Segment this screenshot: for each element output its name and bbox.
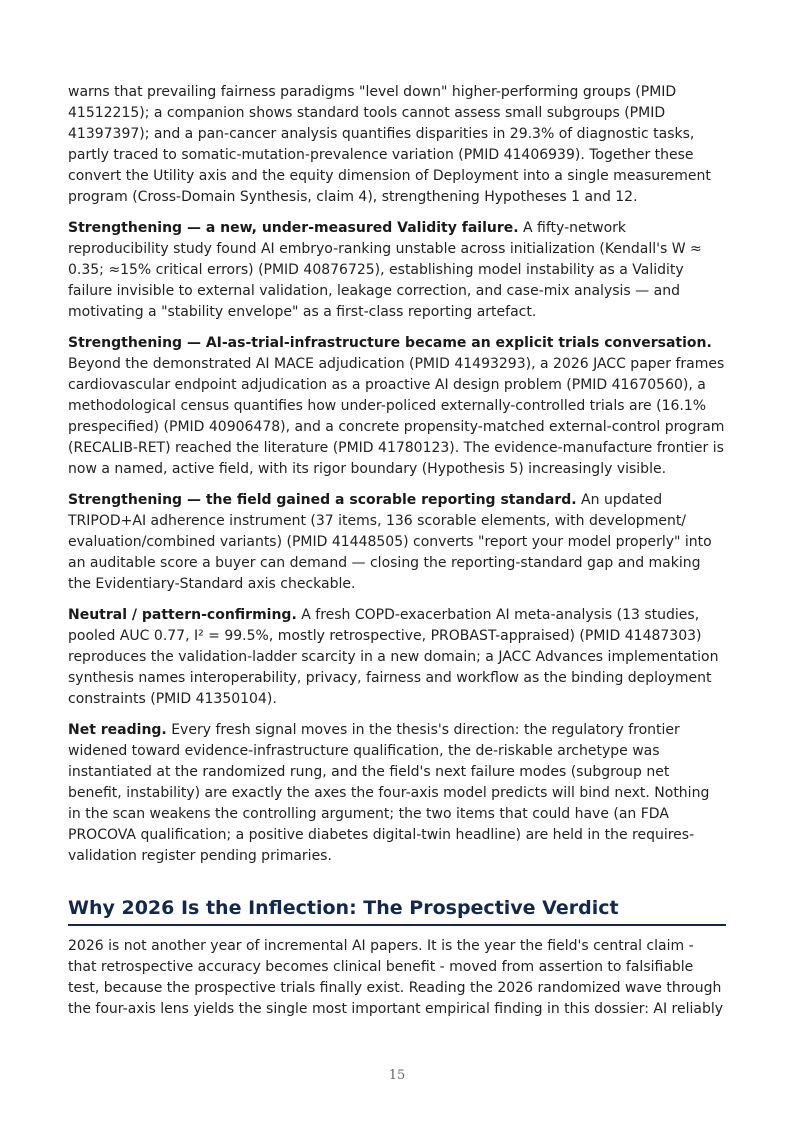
paragraph-3-text: Beyond the demonstrated AI MACE adjudication (PMID 41493293), a 2026 JACC paper frames cardiovascular endpoint adjudication as a proactive AI design problem (PMID 41670560), a methodological census quantifies how under-policed externally-controlled trials are (16.1% prespecified) (PMID 40906478), and a concrete propensity-matched external-control program (RECALIB-RET) reached the literature (PMID 41780123). The evidence-manufacture frontier is now a named, active field, with its rigor boundary (Hypothesis 5) increasingly visible. xyxy=(68,356,725,477)
body-paragraph-5 xyxy=(68,605,726,710)
body-paragraph-1 xyxy=(68,82,726,208)
paragraph-6-text: Every fresh signal moves in the thesis's direction: the regulatory frontier widened toward evidence-infrastructure qualification, the de-riskable archetype was instantiated at the randomized rung, and the field's next failure modes (subgroup net benefit, instability) are exactly the axes the four-axis model predicts will bind next. Nothing in the scan weakens the controlling argument; the two items that could have (an FDA PROCOVA qualification; a positive diabetes digital-twin headline) are held in the requires-validation register pending primaries. xyxy=(68,722,710,864)
paragraph-4-lead: Strengthening — the field gained a scorable reporting standard. xyxy=(68,492,577,508)
paragraph-5-lead: Neutral / pattern-confirming. xyxy=(68,607,297,623)
paragraph-2-text: A fifty-network reproducibility study found AI embryo-ranking unstable across initialization (Kendall's W ≈ 0.35; ≈15% critical errors) (PMID 40876725), establishing model instability as a Validity failure invisible to external validation, leakage correction, and case-mix analysis — and motivating a "stability envelope" as a first-class reporting artefact. xyxy=(68,220,702,320)
paragraph-3-lead: Strengthening — AI-as-trial-infrastructure became an explicit trials conversation. xyxy=(68,335,712,351)
body-paragraph-4 xyxy=(68,490,726,595)
page-body xyxy=(68,82,726,1030)
paragraph-6-lead: Net reading. xyxy=(68,722,167,738)
paragraph-2-lead: Strengthening — a new, under-measured Validity failure. xyxy=(68,220,519,236)
body-paragraph-6 xyxy=(68,720,726,867)
section-intro-paragraph: 2026 is not another year of incremental AI papers. It is the year the field's central claim - that retrospective accuracy becomes clinical benefit - moved from assertion to falsifiable test, because the prospective trials finally exist. Reading the 2026 randomized wave through the four-axis lens yields the single most important empirical finding in this dossier: AI reliably xyxy=(68,938,724,1017)
page-number: 15 xyxy=(388,1068,406,1083)
paragraph-1-text: warns that prevailing fairness paradigms "level down" higher-performing groups (PMID 41512215); a companion shows standard tools cannot assess small subgroups (PMID 41397397); and a pan-cancer analysis quantifies disparities in 29.3% of diagnostic tasks, partly traced to somatic-mutation-prevalence variation (PMID 41406939). Together these convert the Utility axis and the equity dimension of Deployment into a single measurement program (Cross-Domain Synthesis, claim 4), strengthening Hypotheses 1 and 12. xyxy=(68,84,711,205)
paragraph-4-text: An updated TRIPOD+AI adherence instrument (37 items, 136 scorable elements, with development/ evaluation/combined variants) (PMID 41448505) converts "report your model properly" into an auditable score a buyer can demand — closing the reporting-standard gap and making the Evidentiary-Standard axis checkable. xyxy=(68,492,712,592)
paragraph-5-text: A fresh COPD-exacerbation AI meta-analysis (13 studies, pooled AUC 0.77, I² = 99.5%, mostly retrospective, PROBAST-appraised) (PMID 41487303) reproduces the validation-ladder scarcity in a new domain; a JACC Advances implementation synthesis names interoperability, privacy, fairness and workflow as the binding deployment constraints (PMID 41350104). xyxy=(68,607,719,707)
body-paragraph-3 xyxy=(68,333,726,480)
body-paragraph-2 xyxy=(68,218,726,323)
section-heading: Why 2026 Is the Inflection: The Prospective Verdict xyxy=(68,895,726,926)
